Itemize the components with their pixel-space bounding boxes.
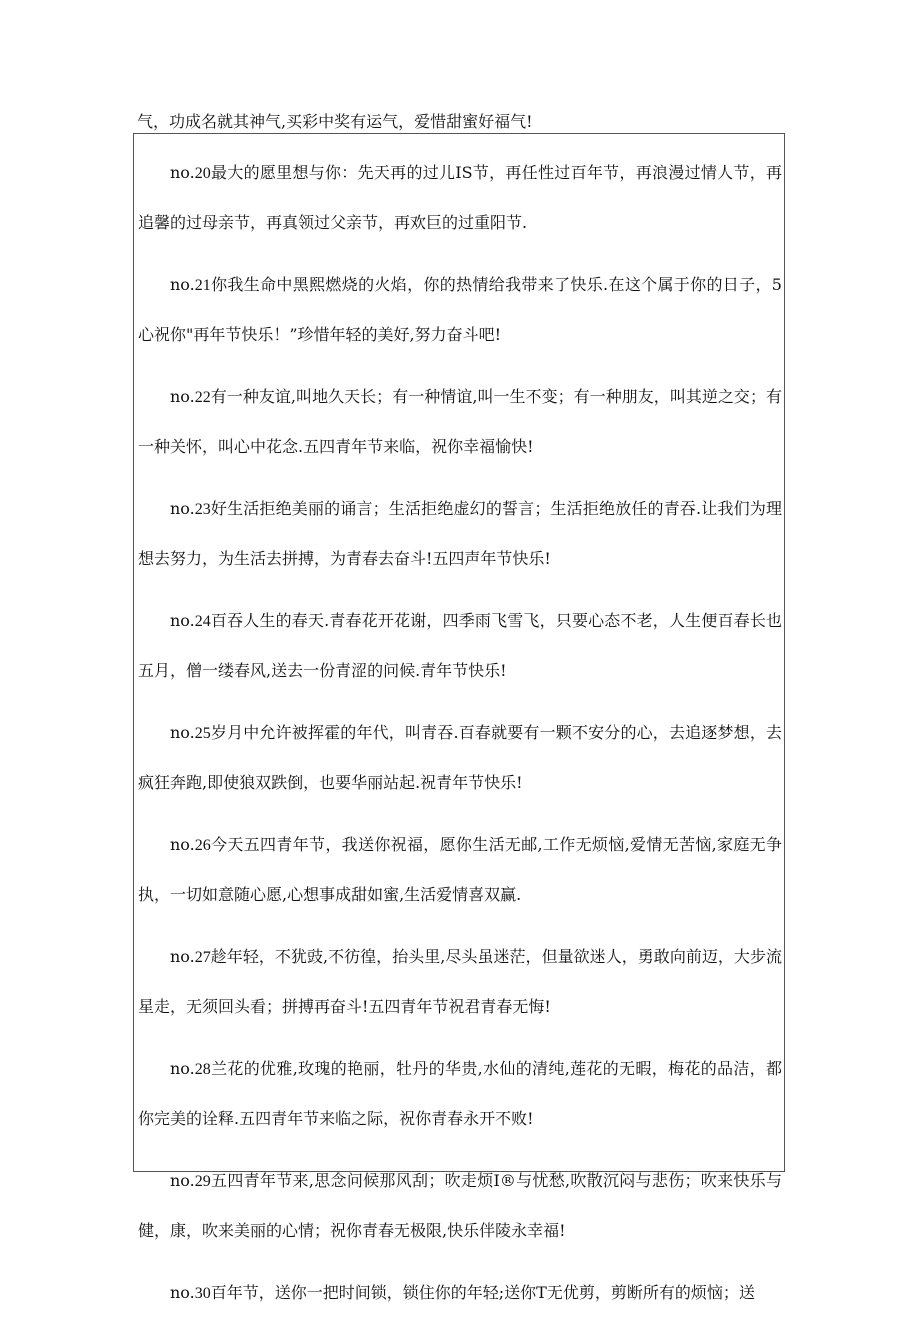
- entry-number: 21: [194, 277, 211, 294]
- entry-25: [138, 708, 782, 807]
- entry-text: 百年节，送你一把时间锁，锁住你的年轻;送你T无优剪，剪断所有的烦恼；送: [210, 1283, 755, 1302]
- entry-number: 29: [194, 1173, 211, 1190]
- entry-prefix: no.: [170, 835, 195, 854]
- entry-prefix: no.: [170, 499, 195, 518]
- entry-20: [138, 148, 782, 247]
- entry-prefix: no.: [170, 1171, 195, 1190]
- entry-number: 25: [194, 725, 211, 742]
- entry-text: 岁月中允许被挥霍的年代，叫青吞.百春就要有一颗不安分的心，去追逐梦想，去疯狂奔跑,即使狼双跌倒，也要华丽站起.祝青年节快乐!: [138, 723, 782, 792]
- continued-text-line: 气，功成名就其神气,买彩中奖有运气，爱惜甜蜜好福气!: [137, 112, 533, 131]
- entry-29: [138, 1156, 782, 1255]
- entry-prefix: no.: [170, 387, 195, 406]
- entry-prefix: no.: [170, 163, 195, 182]
- entry-number: 23: [194, 501, 211, 518]
- entry-list: [138, 148, 782, 1318]
- entry-text: 今天五四青年节，我送你祝福，愿你生活无邮,工作无烦恼,爱情无苦恼,家庭无争执，一切如意随心愿,心想事成甜如蜜,生活爱情喜双赢.: [138, 835, 782, 904]
- entry-text: 有一种友谊,叫地久天长；有一种情谊,叫一生不变；有一种朋友，叫其逆之交；有一种关怀，叫心中花念.五四青年节来临，祝你幸福愉快!: [138, 387, 782, 456]
- entry-prefix: no.: [170, 1283, 195, 1302]
- entry-text: 趁年轻，不犹豉,不彷徨，抬头里,尽头虽迷茫，但量欲迷人，勇敢向前迈，大步流星走，无须回头看；拼搏再奋斗!五四青年节祝君青春无悔!: [138, 947, 782, 1016]
- entry-text: 最大的愿里想与你：先天再的过儿IS节，再任性过百年节，再浪漫过情人节，再追馨的过母亲节，再真领过父亲节，再欢巨的过重阳节.: [138, 163, 782, 232]
- entry-27: [138, 932, 782, 1031]
- entry-23: [138, 484, 782, 583]
- entry-26: [138, 820, 782, 919]
- entry-number: 28: [194, 1061, 211, 1078]
- entry-prefix: no.: [170, 1059, 195, 1078]
- entry-22: [138, 372, 782, 471]
- entry-number: 30: [194, 1285, 211, 1302]
- entry-24: [138, 596, 782, 695]
- entry-prefix: no.: [170, 947, 195, 966]
- entry-number: 20: [194, 165, 211, 182]
- entry-number: 26: [194, 837, 211, 854]
- entry-text: 五四青年节来,思念问候那风刮；吹走烦I®与忧愁,吹散沉闷与悲伤；吹来快乐与健，康，吹来美丽的心情；祝你青春无极限,快乐伴陵永幸福!: [138, 1171, 782, 1240]
- entry-text: 百吞人生的春天.青春花开花谢，四季雨飞雪飞，只要心态不老，人生便百春长也五月，僧一缕春风,送去一份青涩的问候.青年节快乐!: [138, 611, 782, 680]
- entry-text: 你我生命中黑熙燃烧的火焰，你的热情给我带来了快乐.在这个属于你的日子，5心祝你"再年节快乐！”珍惜年轻的美好,努力奋斗吧!: [138, 275, 782, 344]
- entry-text: 好生活拒绝美丽的诵言；生活拒绝虚幻的誓言；生活拒绝放任的青吞.让我们为理想去努力，为生活去拼搏，为青春去奋斗!五四声年节快乐!: [138, 499, 782, 568]
- entry-prefix: no.: [170, 275, 195, 294]
- entry-number: 22: [194, 389, 211, 406]
- entry-30: [138, 1268, 782, 1318]
- entry-number: 24: [194, 613, 211, 630]
- entry-21: [138, 260, 782, 359]
- entry-prefix: no.: [170, 723, 195, 742]
- entry-prefix: no.: [170, 611, 195, 630]
- entry-28: [138, 1044, 782, 1143]
- entry-number: 27: [194, 949, 211, 966]
- entry-text: 兰花的优雅,玫瑰的艳丽，牡丹的华贵,水仙的清纯,莲花的无暇，梅花的品洁，都你完美的诠释.五四青年节来临之际，祝你青春永开不败!: [138, 1059, 782, 1128]
- text-frame: [133, 133, 785, 1302]
